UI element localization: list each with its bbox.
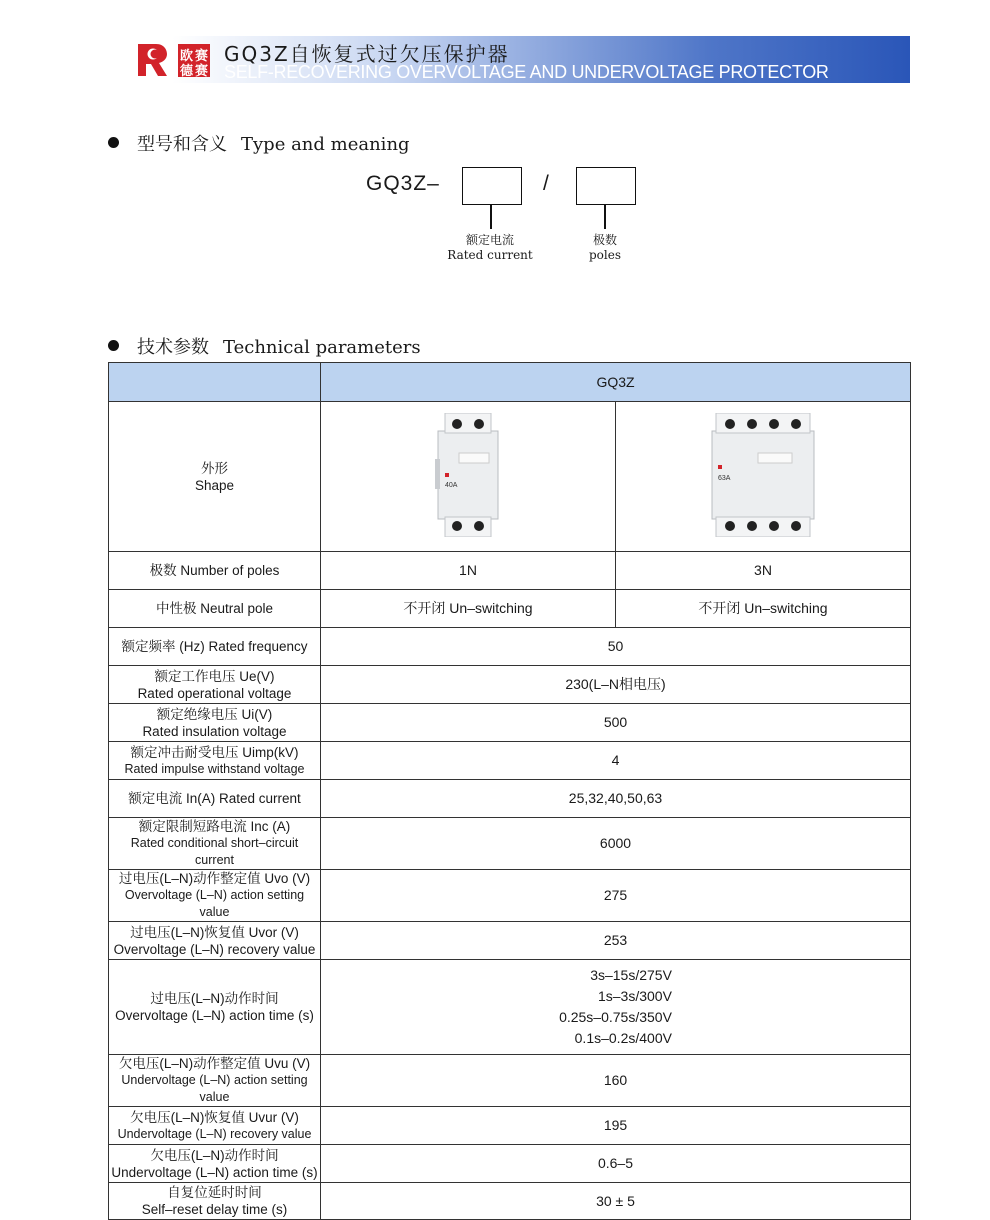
param-label: 过电压(L–N)动作时间 Overvoltage (L–N) action time (s) [109,960,321,1055]
table-row [109,552,911,590]
param-label: 额定工作电压 Ue(V) Rated operational voltage [109,666,321,704]
param-value: 275 [321,870,911,922]
poles-caption: 极数 poles [588,233,621,262]
param-label: 额定频率 (Hz) Rated frequency [109,628,321,666]
table-row [109,628,911,666]
brand-r-logo [136,42,168,78]
rated-current-caption: 额定电流 Rated current [447,233,533,262]
page-title-en: SELF-RECOVERING OVERVOLTAGE AND UNDERVOLTAGE PROTECTOR [224,62,829,82]
rated-current-box [462,167,522,205]
param-label: 欠电压(L–N)动作时间 Undervoltage (L–N) action time (s) [109,1145,321,1183]
param-value: 0.6–5 [321,1145,911,1183]
table-row [109,1055,911,1107]
model-separator: / [543,172,549,195]
action-time-value: 0.25s–0.75s/350V [559,1009,672,1025]
param-value: 160 [321,1055,911,1107]
param-value: 230(L–N相电压) [321,666,911,704]
device-3n-rating: 63A [718,474,731,482]
poles-value-1: 1N [321,552,616,590]
table-row [109,742,911,780]
brand-seal-logo: 欧 赛 德 赛 [178,44,210,77]
neutral-value-2: 不开闭 Un–switching [616,590,911,628]
param-value: 253 [321,922,911,960]
table-row [109,666,911,704]
model-header-cell: GQ3Z [321,363,911,402]
action-time-value: 3s–15s/275V [590,967,672,983]
param-value: 30 ± 5 [321,1183,911,1220]
param-value: 25,32,40,50,63 [321,780,911,818]
leader-line [604,205,606,229]
param-label: 额定绝缘电压 Ui(V) Rated insulation voltage [109,704,321,742]
table-row [109,960,911,1055]
table-row [109,1145,911,1183]
bullet-icon [108,340,119,351]
table-row [109,1107,911,1145]
param-label: 额定限制短路电流 Inc (A) Rated conditional short–circuit current [109,818,321,870]
poles-value-2: 3N [616,552,911,590]
param-value: 50 [321,628,911,666]
table-cell [109,363,321,402]
device-3n-cell [616,402,911,552]
action-time-value: 1s–3s/300V [597,988,672,1004]
param-label: 自复位延时时间 Self–reset delay time (s) [109,1183,321,1220]
table-row [109,870,911,922]
device-3n-image [708,413,818,537]
action-time-value: 0.1s–0.2s/400V [574,1030,672,1046]
tech-parameters-table [108,362,911,1220]
table-row [109,363,911,402]
table-row [109,590,911,628]
table-row [109,780,911,818]
table-row [109,922,911,960]
param-label: 额定电流 In(A) Rated current [109,780,321,818]
table-row [109,402,911,552]
param-label: 欠电压(L–N)恢复值 Uvur (V) Undervoltage (L–N) recovery value [109,1107,321,1145]
leader-line [490,205,492,229]
page-title-cn: GQ3Z自恢复式过欠压保护器 [224,42,510,66]
model-prefix: GQ3Z– [366,172,440,195]
param-label: 过电压(L–N)恢复值 Uvor (V) Overvoltage (L–N) recovery value [109,922,321,960]
param-value: 195 [321,1107,911,1145]
poles-box [576,167,636,205]
device-1n-cell [321,402,616,552]
table-row [109,1183,911,1220]
action-time-values [321,960,911,1055]
param-value: 500 [321,704,911,742]
table-row [109,704,911,742]
shape-label: 外形 Shape [109,402,321,552]
device-1n-image [433,413,503,537]
param-label: 欠电压(L–N)动作整定值 Uvu (V) Undervoltage (L–N) action setting value [109,1055,321,1107]
bullet-icon [108,137,119,148]
table-row [109,818,911,870]
poles-label: 极数 Number of poles [109,552,321,590]
neutral-label: 中性极 Neutral pole [109,590,321,628]
param-label: 额定冲击耐受电压 Uimp(kV) Rated impulse withstand voltage [109,742,321,780]
type-section-heading: 型号和含义 Type and meaning [108,130,410,156]
tech-section-heading: 技术参数 Technical parameters [108,333,421,359]
param-value: 6000 [321,818,911,870]
device-1n-rating: 40A [445,481,458,489]
param-label: 过电压(L–N)动作整定值 Uvo (V) Overvoltage (L–N) action setting value [109,870,321,922]
param-value: 4 [321,742,911,780]
neutral-value-1: 不开闭 Un–switching [321,590,616,628]
